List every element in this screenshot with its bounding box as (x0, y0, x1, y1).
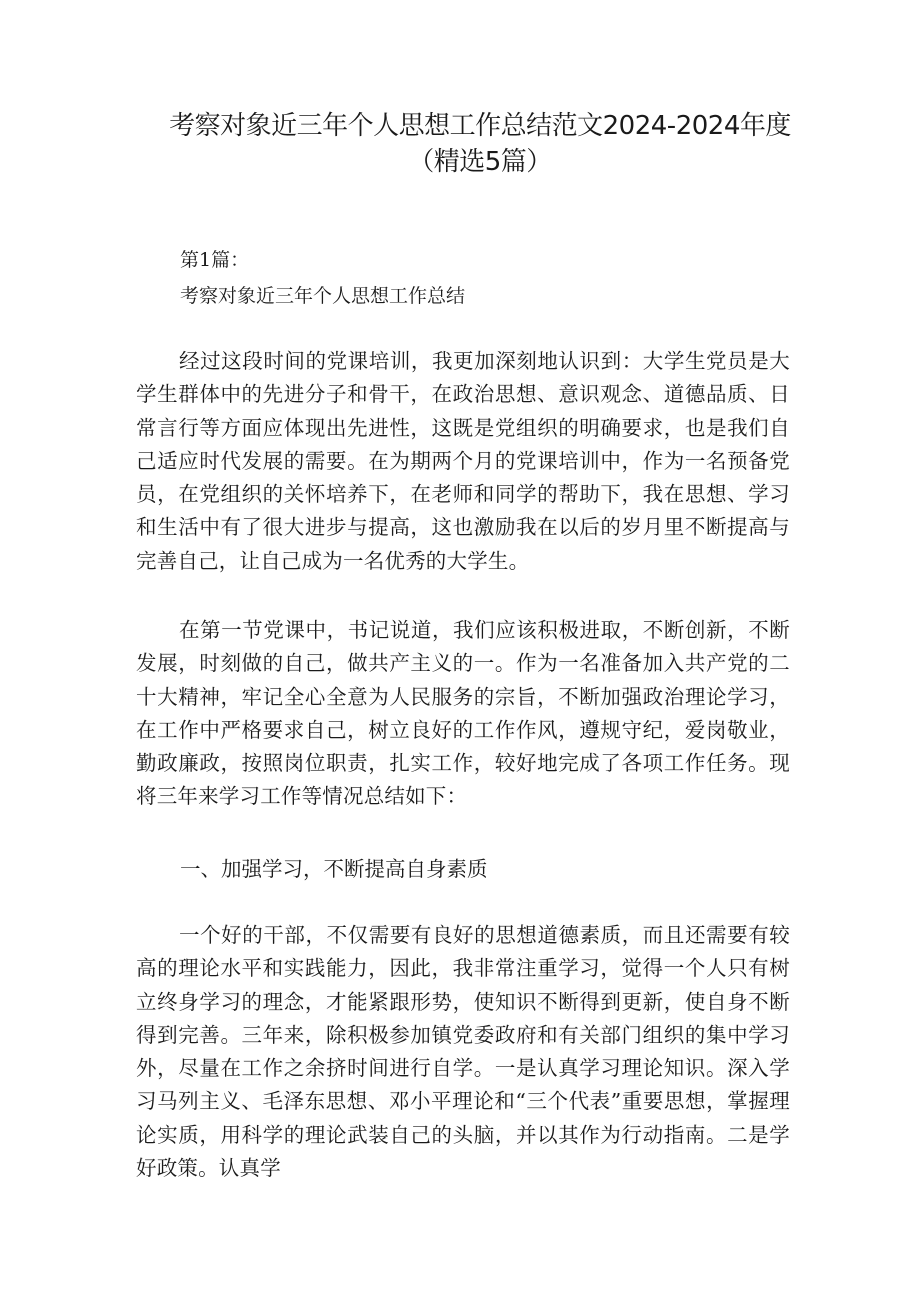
title-line-1: 考察对象近三年个人思想工作总结范文2024-2024年度 (169, 111, 791, 141)
title-line-2: （精选5篇） (408, 147, 552, 177)
section-label: 第1篇： (180, 249, 250, 271)
paragraph-3: 一个好的干部，不仅需要有良好的思想道德素质，而且还需要有较高的理论水平和实践能力，因此，我非常注重学习，觉得一个人只有树立终身学习的理念，才能紧跟形势，使知识不断得到更新，使自身不断得到完善。三年来，除积极参加镇党委政府和有关部门组织的集中学习外，尽量在工作之余挤时间进行自学。一是认真学习理论知识。深入学习马列主义、毛泽东思想、邓小平理论和“三个代表”重要思想，掌握理论实质，用科学的理论武装自己的头脑，并以其作为行动指南。二是学好政策。认真学 (136, 923, 790, 1181)
paragraph-1: 经过这段时间的党课培训，我更加深刻地认识到：大学生党员是大学生群体中的先进分子和骨干，在政治思想、意识观念、道德品质、日常言行等方面应体现出先进性，这既是党组织的明确要求，也是我们自己适应时代发展的需要。在为期两个月的党课培训中，作为一名预备党员，在党组织的关怀培养下，在老师和同学的帮助下，我在思想、学习和生活中有了很大进步与提高，这也激励我在以后的岁月里不断提高与完善自己，让自己成为一名优秀的大学生。 (136, 349, 790, 573)
paragraph-2: 在第一节党课中，书记说道，我们应该积极进取，不断创新，不断发展，时刻做的自己，做共产主义的一。作为一名准备加入共产党的二十大精神，牢记全心全意为人民服务的宗旨，不断加强政治理论学习，在工作中严格要求自己，树立良好的工作作风，遵规守纪，爱岗敬业，勤政廉政，按照岗位职责，扎实工作，较好地完成了各项工作任务。现将三年来学习工作等情况总结如下： (136, 618, 790, 809)
document-title (150, 108, 810, 180)
section-title: 考察对象近三年个人思想工作总结 (180, 285, 466, 307)
subheading-1: 一、加强学习，不断提高自身素质 (180, 857, 488, 881)
